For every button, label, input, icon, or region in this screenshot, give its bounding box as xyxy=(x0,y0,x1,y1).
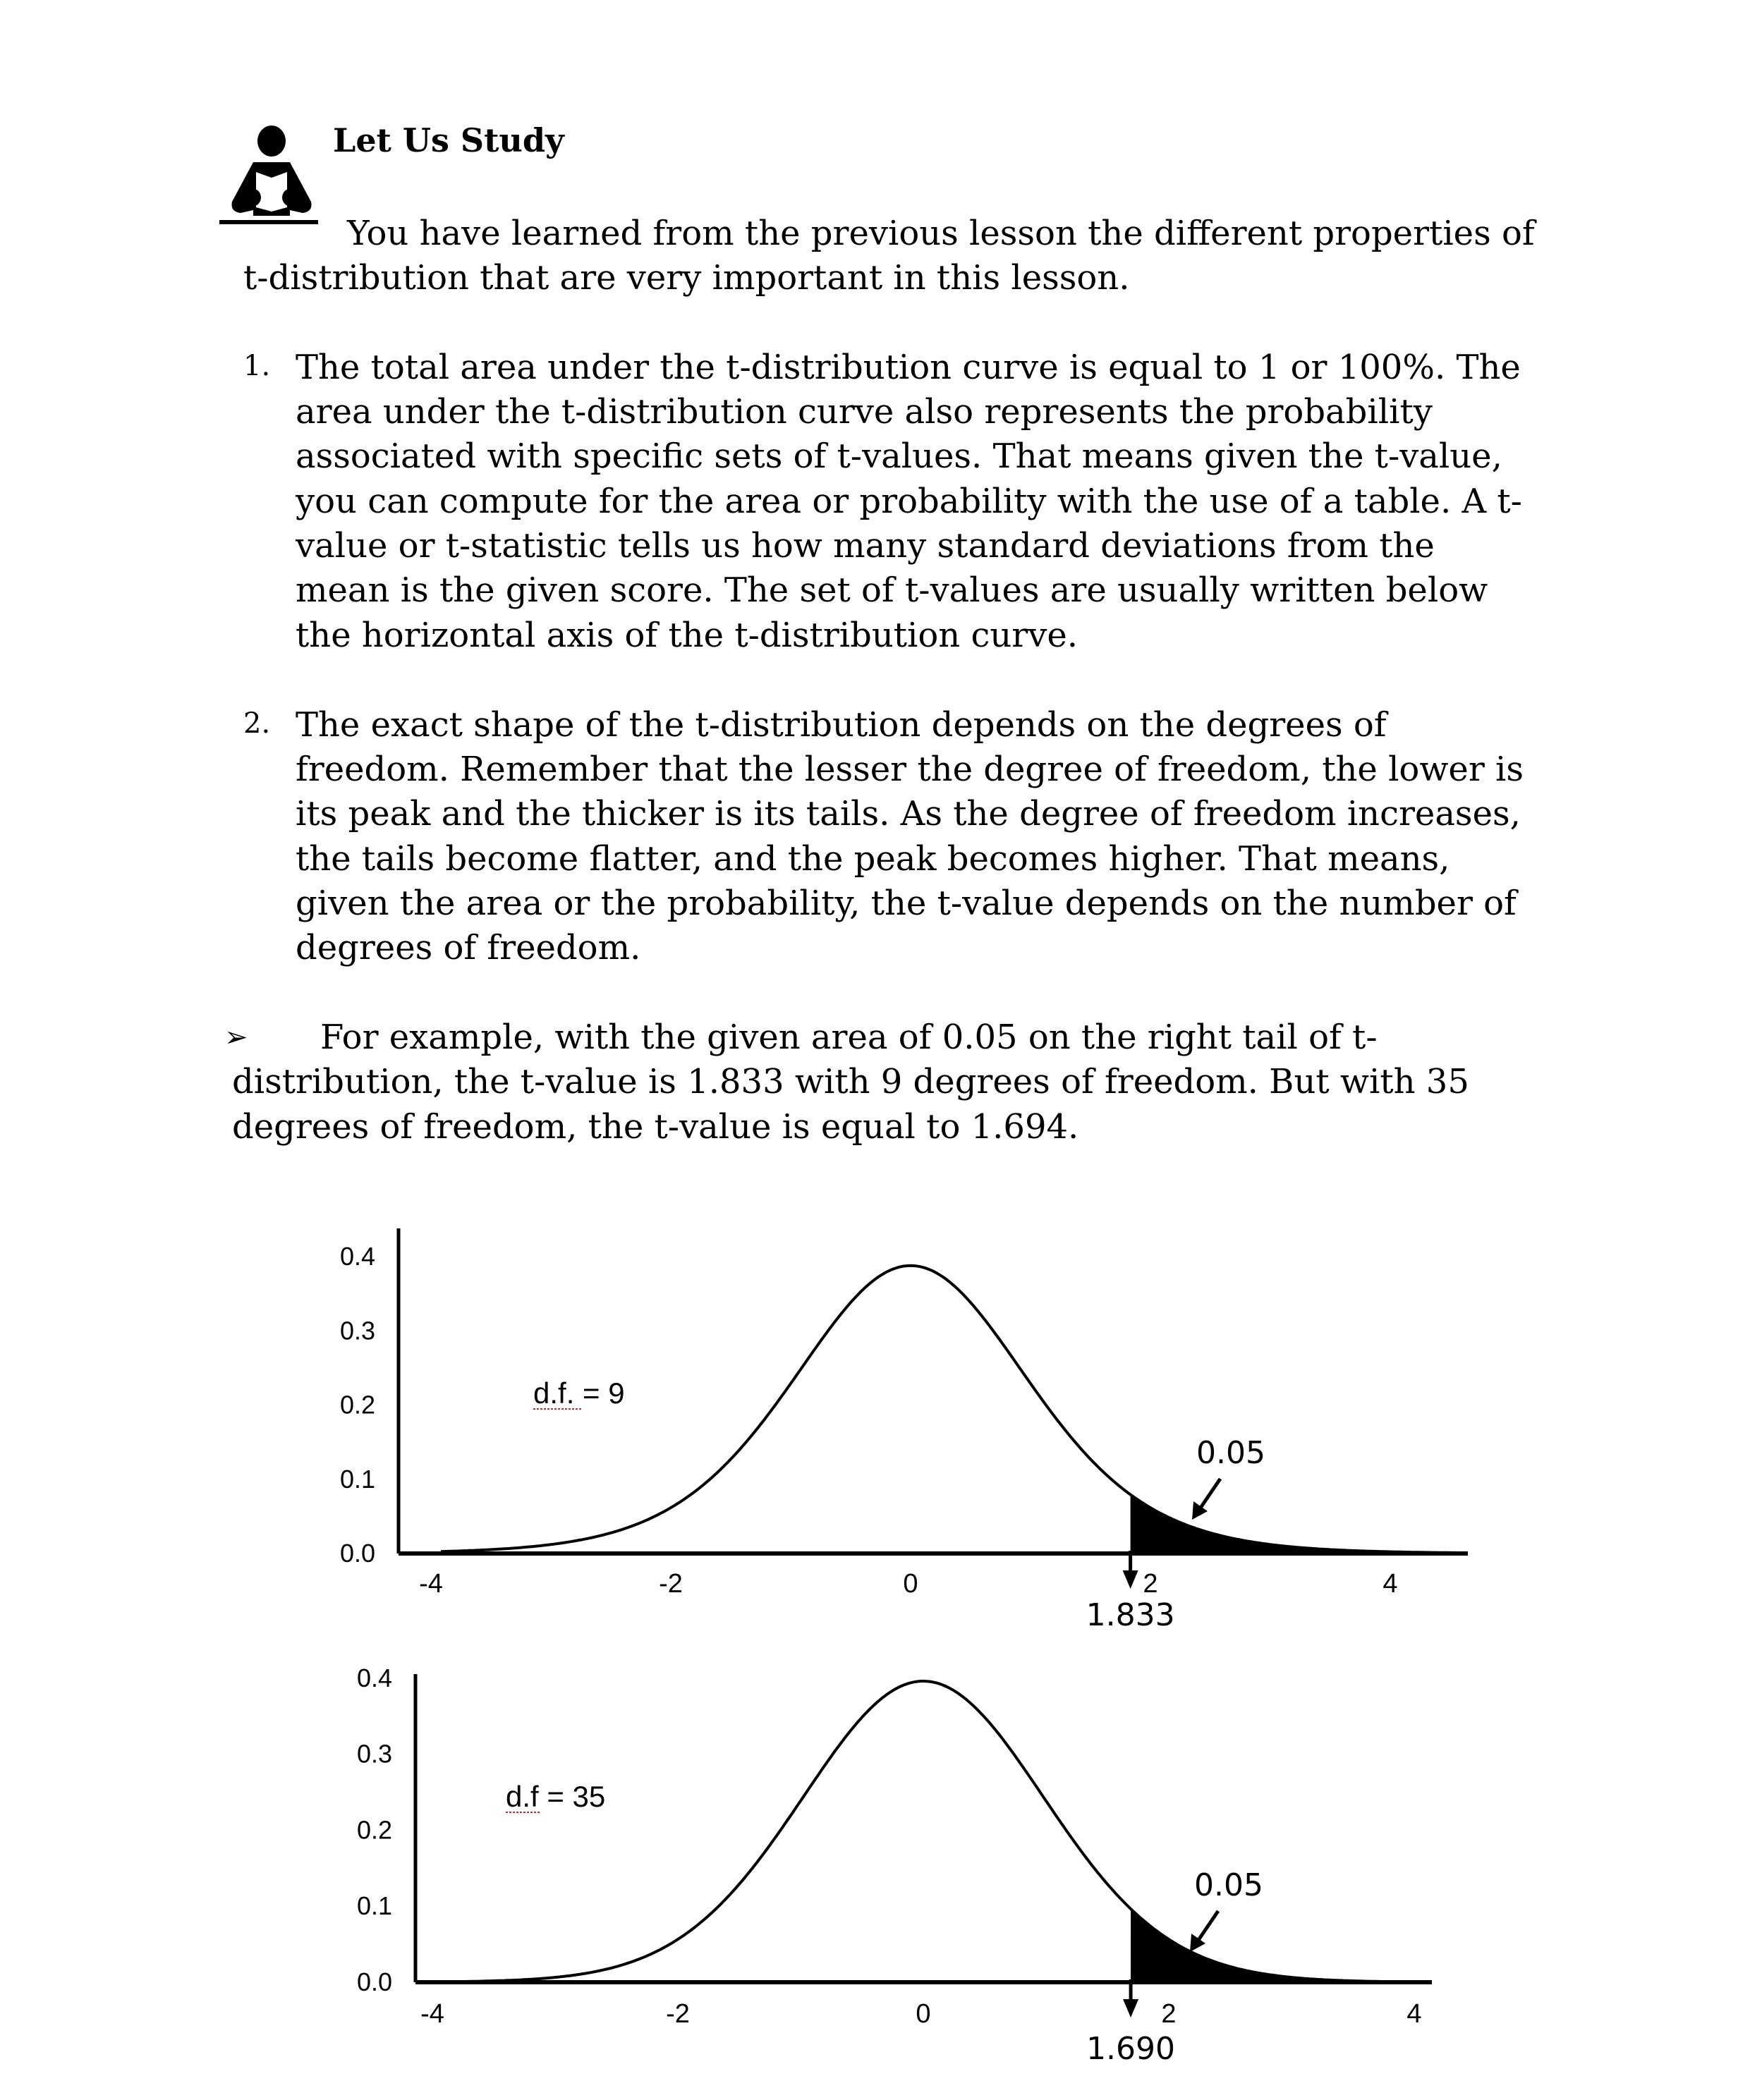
list-item-line: degrees of freedom. xyxy=(296,928,641,967)
arrow-down-icon xyxy=(1123,1570,1138,1589)
list-item-line: you can compute for the area or probability with the use of a table. A t- xyxy=(296,482,1522,521)
list-number: 1. xyxy=(243,350,271,382)
list-item-line: its peak and the thicker is its tails. As the degree of freedom increases, xyxy=(296,794,1521,834)
y-tick-label: 0.1 xyxy=(356,1891,392,1921)
x-tick-label: 2 xyxy=(1143,1569,1158,1599)
example-line: distribution, the t-value is 1.833 with 9 degrees of freedom. But with 35 xyxy=(232,1062,1469,1101)
y-tick-label: 0.3 xyxy=(339,1316,375,1345)
critical-value-label: 1.833 xyxy=(1086,1597,1175,1633)
list-item-line: mean is the given score. The set of t-values are usually written below xyxy=(296,570,1488,610)
df-label: d.f = 35 xyxy=(506,1780,606,1813)
y-tick-label: 0.4 xyxy=(339,1242,375,1271)
y-tick-label: 0.3 xyxy=(356,1739,392,1769)
section-title: Let Us Study xyxy=(333,121,564,159)
intro-line: You have learned from the previous lesson the different properties of xyxy=(347,214,1535,253)
y-tick-label: 0.0 xyxy=(339,1539,375,1568)
list-item-line: the tails become flatter, and the peak becomes higher. That means, xyxy=(296,839,1450,879)
arrow-down-icon xyxy=(1123,1999,1138,2017)
list-item-line: associated with specific sets of t-values. That means given the t-value, xyxy=(296,437,1502,476)
y-tick-label: 0.4 xyxy=(356,1663,392,1692)
x-tick-label: -2 xyxy=(659,1569,683,1599)
y-tick-label: 0.1 xyxy=(339,1464,375,1494)
list-number: 2. xyxy=(243,707,271,740)
arrow-bullet-icon: ➢ xyxy=(224,1022,248,1053)
y-tick-label: 0.2 xyxy=(339,1390,375,1420)
x-tick-label: 2 xyxy=(1161,1999,1177,2029)
arrowhead-icon xyxy=(1192,1501,1208,1520)
list-item-line: The total area under the t-distribution curve is equal to 1 or 100%. The xyxy=(296,348,1521,387)
df-label: d.f. = 9 xyxy=(533,1376,625,1410)
tail-area-label: 0.05 xyxy=(1194,1867,1263,1903)
x-tick-label: -4 xyxy=(420,1999,444,2029)
example-line: For example, with the given area of 0.05 on the right tail of t- xyxy=(320,1018,1378,1057)
x-tick-label: -2 xyxy=(666,1999,690,2029)
list-item-line: given the area or the probability, the t-value depends on the number of xyxy=(296,884,1517,923)
list-item-line: The exact shape of the t-distribution depends on the degrees of xyxy=(296,705,1387,745)
tail-area-label: 0.05 xyxy=(1196,1435,1265,1471)
list-item-line: the horizontal axis of the t-distribution curve. xyxy=(296,616,1078,655)
x-tick-label: 4 xyxy=(1406,1999,1422,2029)
density-curve xyxy=(458,1681,1430,1982)
arrowhead-icon xyxy=(1190,1934,1205,1952)
y-tick-label: 0.0 xyxy=(356,1967,392,1996)
x-tick-label: 0 xyxy=(916,1999,931,2029)
list-item-line: value or t-statistic tells us how many standard deviations from the xyxy=(296,526,1435,566)
list-item-line: freedom. Remember that the lesser the degree of freedom, the lower is xyxy=(296,750,1524,789)
intro-line: t-distribution that are very important in this lesson. xyxy=(243,258,1130,298)
x-tick-label: 4 xyxy=(1383,1569,1398,1599)
shaded-tail-area xyxy=(1131,1909,1432,1982)
list-item-line: area under the t-distribution curve also represents the probability xyxy=(296,392,1433,432)
y-tick-label: 0.2 xyxy=(356,1815,392,1845)
x-tick-label: -4 xyxy=(419,1569,443,1599)
example-line: degrees of freedom, the t-value is equal to 1.694. xyxy=(232,1107,1079,1147)
x-tick-label: 0 xyxy=(903,1569,918,1599)
critical-value-label: 1.690 xyxy=(1086,2031,1176,2067)
